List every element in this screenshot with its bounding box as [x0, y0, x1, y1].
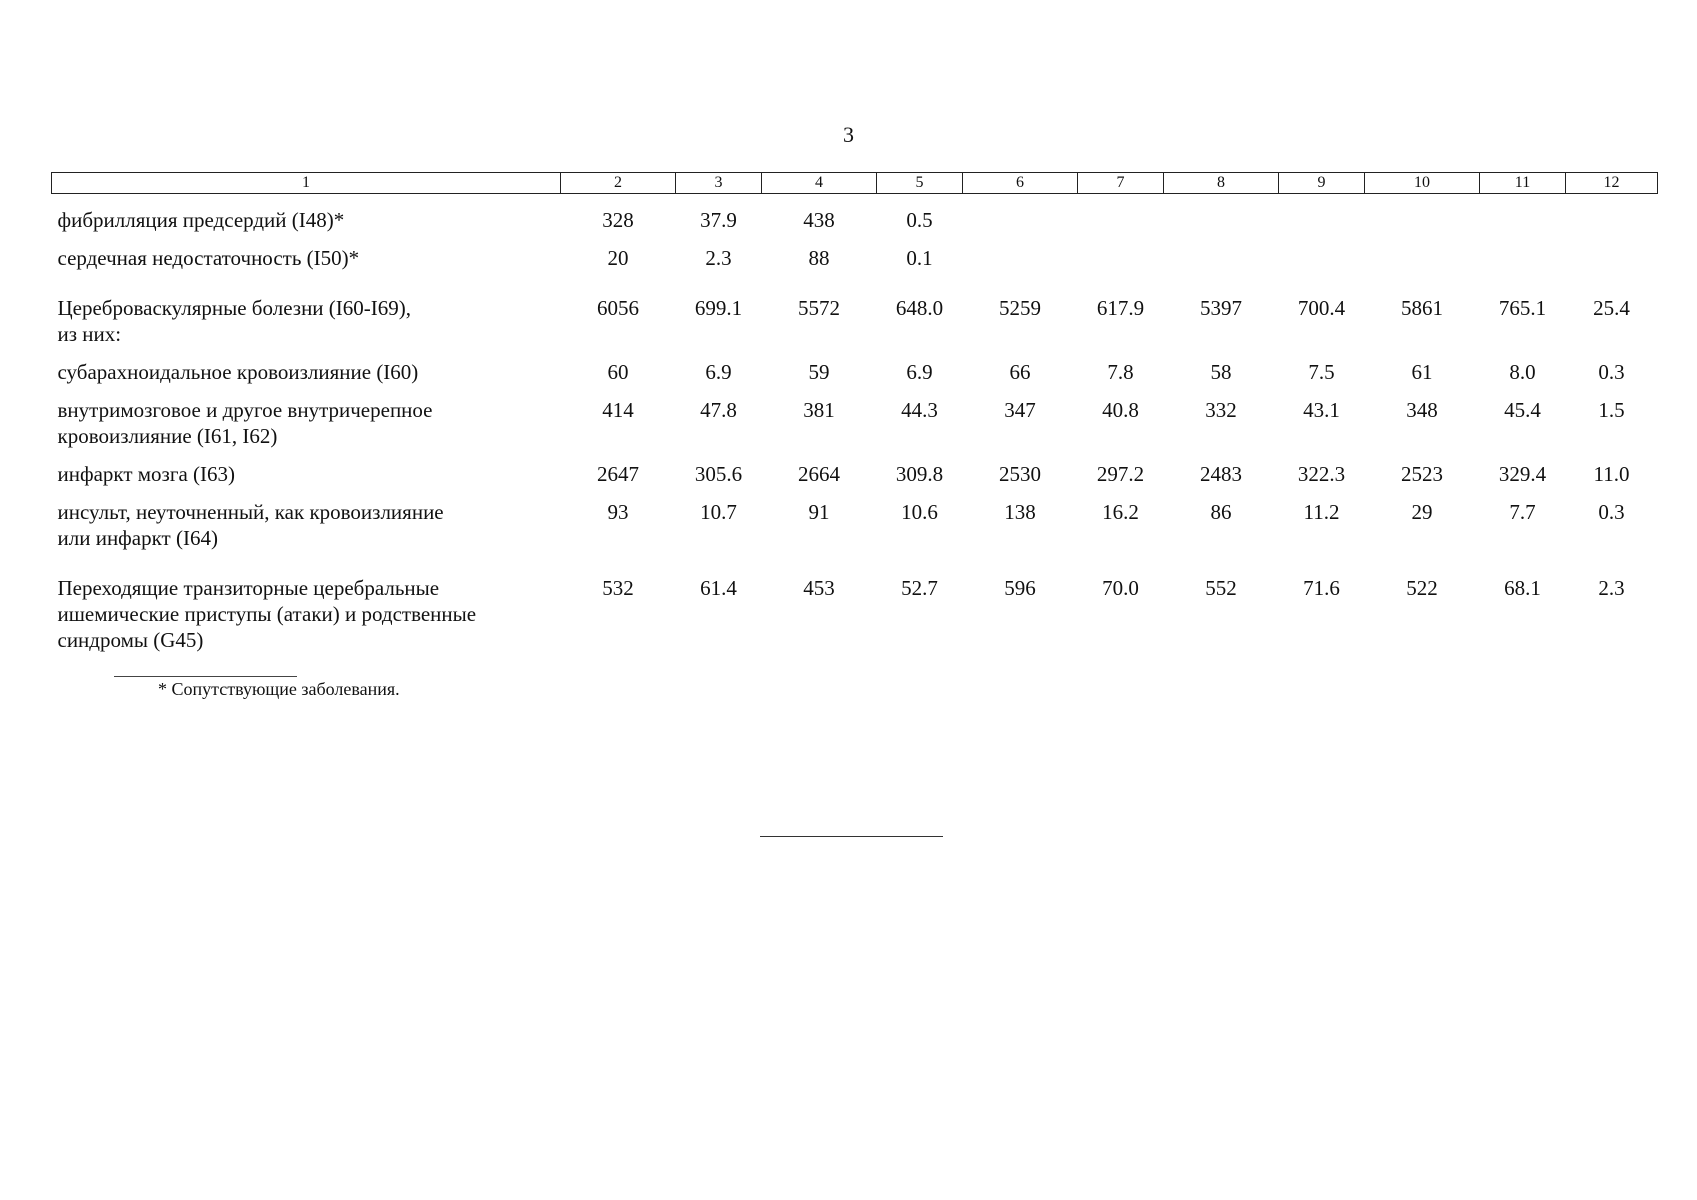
table-cell: 648.0 [895, 296, 944, 320]
row-label [52, 233, 561, 271]
table-cell: 10.6 [901, 500, 938, 524]
table-cell: 37.9 [700, 208, 737, 232]
table-cell: 8.0 [1509, 360, 1536, 384]
table-cell: 329.4 [1498, 462, 1547, 486]
table-cell: 438 [803, 208, 835, 232]
table-cell: 699.1 [694, 296, 743, 320]
row-label-line: сердечная недостаточность (I50)* [57, 246, 360, 270]
table-cell: 2664 [798, 462, 840, 486]
table-cell: 138 [1004, 500, 1036, 524]
table-cell: 71.6 [1303, 576, 1340, 600]
row-label-line: ишемические приступы (атаки) и родственные [57, 602, 477, 626]
column-header: 2 [561, 173, 676, 194]
table-cell: 91 [808, 500, 830, 524]
column-header: 3 [676, 173, 762, 194]
table-row-cerebrovascular-diseases [52, 271, 1658, 347]
table-cell: 5259 [999, 296, 1041, 320]
table-cell: 414 [602, 398, 634, 422]
table-cell [1365, 194, 1480, 234]
table-row-subarachnoid-hemorrhage [52, 347, 1658, 385]
table-cell: 52.7 [901, 576, 938, 600]
statistics-table [51, 172, 1658, 653]
table-cell: 596 [1004, 576, 1036, 600]
table-cell: 522 [1406, 576, 1438, 600]
footnote-divider [114, 676, 297, 677]
table-cell: 552 [1205, 576, 1237, 600]
table-cell [1279, 194, 1365, 234]
row-label-line: фибрилляция предсердий (I48)* [57, 208, 345, 232]
column-header: 10 [1365, 173, 1480, 194]
table-cell: 5572 [798, 296, 840, 320]
table-cell: 2.3 [1598, 576, 1625, 600]
table-cell [1078, 233, 1164, 271]
table-cell [1164, 233, 1279, 271]
table-cell: 7.5 [1308, 360, 1335, 384]
table-cell: 309.8 [895, 462, 944, 486]
table-cell: 2530 [999, 462, 1041, 486]
table-cell: 348 [1406, 398, 1438, 422]
table-cell: 25.4 [1593, 296, 1630, 320]
row-label-line: из них: [57, 322, 122, 346]
table-cell: 2.3 [705, 246, 732, 270]
table-cell: 381 [803, 398, 835, 422]
table-cell: 86 [1210, 500, 1232, 524]
table-cell [963, 233, 1078, 271]
table-cell [1566, 194, 1658, 234]
row-label [52, 347, 561, 385]
table-cell: 45.4 [1504, 398, 1541, 422]
row-label-line: Цереброваскулярные болезни (I60-I69), [57, 296, 412, 320]
table-cell: 347 [1004, 398, 1036, 422]
table-cell: 7.7 [1509, 500, 1536, 524]
table-cell: 6056 [597, 296, 639, 320]
end-of-page-divider [760, 836, 943, 837]
row-label-line: субарахноидальное кровоизлияние (I60) [57, 360, 419, 384]
table-row-intracerebral-hemorrhage [52, 385, 1658, 449]
table-cell [1078, 194, 1164, 234]
table-cell: 0.3 [1598, 500, 1625, 524]
table-cell: 322.3 [1297, 462, 1346, 486]
table-cell: 61.4 [700, 576, 737, 600]
table-cell [1365, 233, 1480, 271]
table-cell [1480, 233, 1566, 271]
table-cell: 66 [1009, 360, 1031, 384]
table-cell: 7.8 [1107, 360, 1134, 384]
table-row-cerebral-infarction [52, 449, 1658, 487]
table-cell [1480, 194, 1566, 234]
table-cell: 2523 [1401, 462, 1443, 486]
row-label [52, 385, 561, 449]
table-cell: 0.3 [1598, 360, 1625, 384]
row-label-line: инфаркт мозга (I63) [57, 462, 236, 486]
table-cell: 332 [1205, 398, 1237, 422]
table-cell: 0.1 [906, 246, 933, 270]
table-cell: 6.9 [705, 360, 732, 384]
table-cell: 328 [602, 208, 634, 232]
table-cell [1164, 194, 1279, 234]
table-cell: 700.4 [1297, 296, 1346, 320]
column-header: 8 [1164, 173, 1279, 194]
table-cell: 6.9 [906, 360, 933, 384]
table-cell: 765.1 [1498, 296, 1547, 320]
table-cell: 2483 [1200, 462, 1242, 486]
column-header: 5 [877, 173, 963, 194]
table-cell: 305.6 [694, 462, 743, 486]
row-label-line: синдромы (G45) [57, 628, 204, 652]
table-cell [1566, 233, 1658, 271]
row-label [52, 551, 561, 653]
table-cell: 11.2 [1303, 500, 1340, 524]
column-header: 12 [1566, 173, 1658, 194]
column-header: 1 [52, 173, 561, 194]
row-label [52, 487, 561, 551]
table-cell: 93 [607, 500, 629, 524]
table-cell: 58 [1210, 360, 1232, 384]
table-cell: 20 [607, 246, 629, 270]
table-row-transient-ischemic-attacks [52, 551, 1658, 653]
row-label-line: внутримозговое и другое внутричерепное [57, 398, 433, 422]
page-number: 3 [843, 122, 854, 147]
row-label-line: кровоизлияние (I61, I62) [57, 424, 278, 448]
column-header: 4 [762, 173, 877, 194]
table-row-heart-failure [52, 233, 1658, 271]
row-label-line: Переходящие транзиторные церебральные [57, 576, 440, 600]
table-cell: 1.5 [1598, 398, 1625, 422]
row-label-line: инсульт, неуточненный, как кровоизлияние [57, 500, 444, 524]
table-cell: 59 [808, 360, 830, 384]
table-cell: 68.1 [1504, 576, 1541, 600]
table-cell: 43.1 [1303, 398, 1340, 422]
table-cell: 16.2 [1102, 500, 1139, 524]
column-header: 11 [1480, 173, 1566, 194]
column-header: 6 [963, 173, 1078, 194]
table-cell: 5861 [1401, 296, 1443, 320]
table-cell: 11.0 [1593, 462, 1630, 486]
column-number-row [52, 173, 1658, 194]
table-cell: 0.5 [906, 208, 933, 232]
table-cell: 453 [803, 576, 835, 600]
table-row-atrial-fibrillation [52, 194, 1658, 234]
table-cell: 29 [1411, 500, 1433, 524]
table-cell: 61 [1411, 360, 1433, 384]
row-label [52, 194, 561, 234]
table-cell: 617.9 [1096, 296, 1145, 320]
column-header: 7 [1078, 173, 1164, 194]
table-cell: 532 [602, 576, 634, 600]
table-cell: 60 [607, 360, 629, 384]
footnote: * Сопутствующие заболевания. [158, 679, 400, 699]
row-label [52, 449, 561, 487]
table-cell: 40.8 [1102, 398, 1139, 422]
table-cell: 70.0 [1102, 576, 1139, 600]
table-cell: 44.3 [901, 398, 938, 422]
table-cell: 5397 [1200, 296, 1242, 320]
column-header: 9 [1279, 173, 1365, 194]
table-cell [963, 194, 1078, 234]
table-cell: 2647 [597, 462, 639, 486]
table-cell [1279, 233, 1365, 271]
table-cell: 297.2 [1096, 462, 1145, 486]
row-label [52, 271, 561, 347]
table-row-unspecified-stroke [52, 487, 1658, 551]
row-label-line: или инфаркт (I64) [57, 526, 218, 550]
table-cell: 88 [808, 246, 830, 270]
table-cell: 10.7 [700, 500, 737, 524]
table-cell: 47.8 [700, 398, 737, 422]
